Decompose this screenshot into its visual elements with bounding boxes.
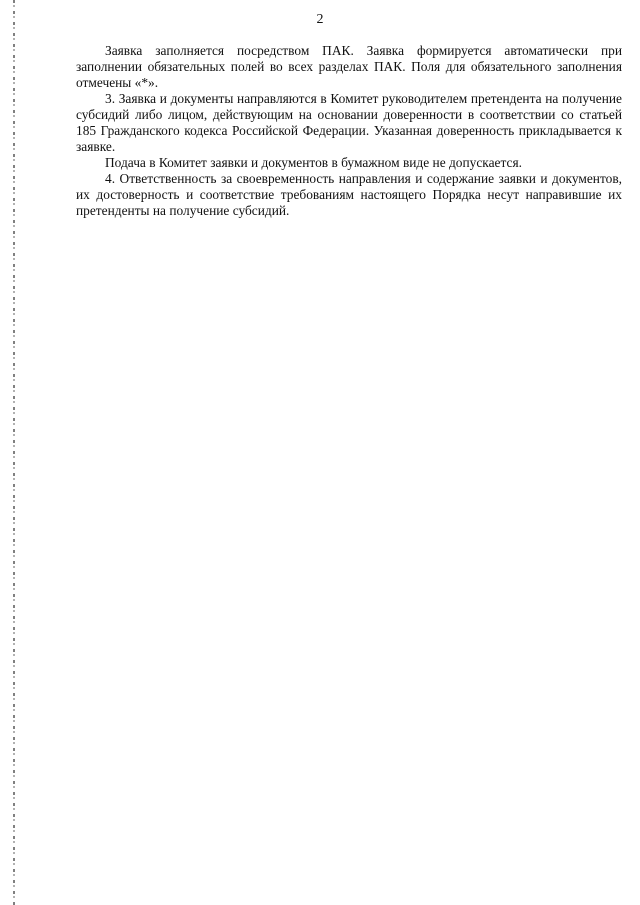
paragraph-item-3-submission: 3. Заявка и документы направляются в Комитет руководителем претендента на получение субсидий либо лицом, действующим на основании доверенности в соответствии со статьей 185 Гражданского кодекса Российской Федерации. Указанная доверенность прикладывается к заявке. bbox=[76, 91, 622, 154]
paragraph-paper-submission-not-allowed: Подача в Комитет заявки и документов в бумажном виде не допускается. bbox=[105, 155, 522, 170]
paragraph-item-4-responsibility: 4. Ответственность за своевременность направления и содержание заявки и документов, их достоверность и соответствие требованиям настоящего Порядка несут направившие их претенденты на получение субсидий. bbox=[76, 171, 622, 218]
paragraph-application-filling: Заявка заполняется посредством ПАК. Заявка формируется автоматически при заполнении обязательных полей во всех разделах ПАК. Поля для обязательного заполнения отмечены «*». bbox=[76, 43, 622, 90]
page-number: 2 bbox=[316, 12, 324, 27]
scan-edge-artifact bbox=[13, 0, 15, 905]
document-body bbox=[76, 43, 622, 219]
